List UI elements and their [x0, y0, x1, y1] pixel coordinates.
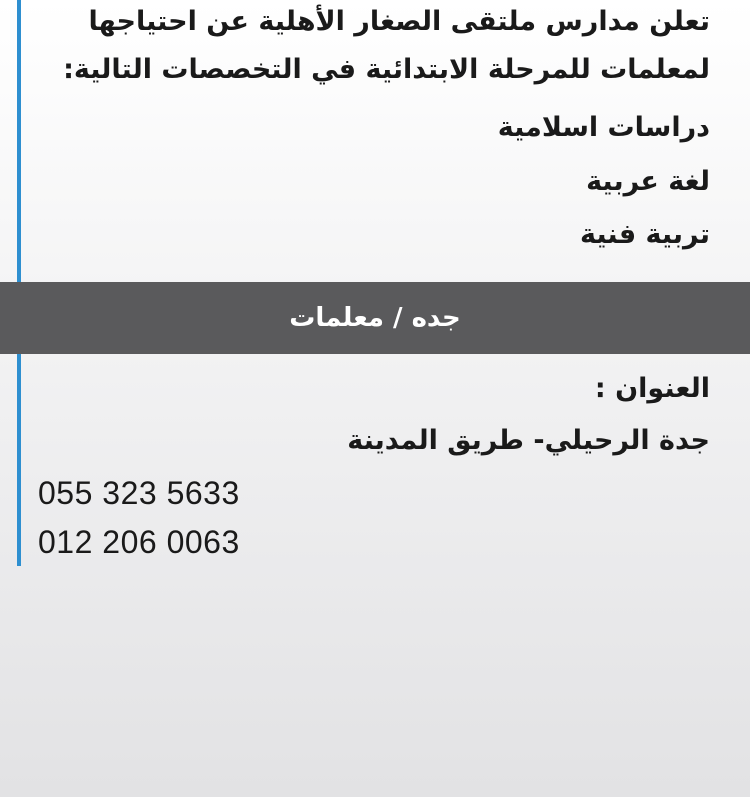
subject-item: لغة عربية	[586, 166, 710, 197]
phone-number[interactable]: 055 323 5633	[38, 475, 240, 511]
intro-line-1: تعلن مدارس ملتقى الصغار الأهلية عن احتياجها	[88, 6, 710, 37]
phone-number[interactable]: 012 206 0063	[38, 524, 240, 560]
accent-bar	[17, 354, 21, 566]
subject-item: دراسات اسلامية	[497, 112, 710, 143]
address-value: جدة الرحيلي- طريق المدينة	[347, 425, 710, 456]
address-label: العنوان :	[594, 373, 710, 404]
banner-text: جده / معلمات	[289, 303, 461, 333]
contact-section	[0, 354, 750, 566]
intro-line-2: لمعلمات للمرحلة الابتدائية في التخصصات التالية:	[63, 54, 710, 85]
subject-item: تربية فنية	[580, 219, 710, 250]
announcement-section	[0, 0, 750, 282]
location-banner	[0, 282, 750, 354]
accent-bar	[17, 0, 21, 282]
